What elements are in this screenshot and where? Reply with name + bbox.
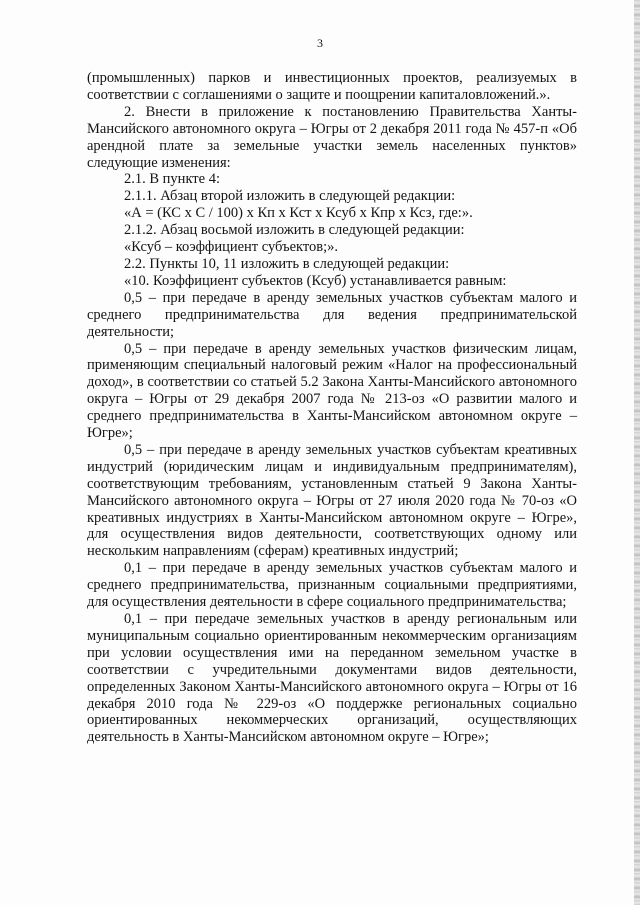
paragraph-6: 2.1.2. Абзац восьмой изложить в следующей редакции: — [124, 222, 465, 239]
paragraph-1: (промышленных) парков и инвестиционных проектов, реализуемых в соответствии с соглашениями о защите и поощрении капиталовложений.». — [87, 70, 577, 103]
document-body — [87, 70, 577, 746]
page-number: 3 — [317, 36, 323, 50]
paragraph-9: «10. Коэффициент субъектов (Ксуб) устанавливается равным: — [124, 272, 507, 289]
paragraph-12: 0,5 – при передаче в аренду земельных участков субъектам креативных индустрий (юридическим лицам и индивидуальным предпринимателям), соответствующим требованиям, установленным статьей 9 Закона Ханты-Мансийского автономного округа – Югры от 27 июля 2020 года № 70-оз «О креативных индустриях в Ханты-Мансийском автономном округе – Югре», для осуществления видов деятельности, соответствующих одному или нескольким направлениям (сферам) креативных индустрий; — [87, 441, 577, 560]
paragraph-3: 2.1. В пункте 4: — [124, 171, 220, 188]
paragraph-4: 2.1.1. Абзац второй изложить в следующей редакции: — [124, 188, 456, 205]
paragraph-14: 0,1 – при передаче земельных участков в аренду региональным или муниципальным социально ориентированным некоммерческим организациям при условии осуществления ими на переданном земельном участке в соответствии с учредительными документами видов деятельности, определенных Законом Ханты-Мансийского автономного округа – Югры от 16 декабря 2010 года № 229-оз «О поддержке региональных социально ориентированных некоммерческих организаций, осуществляющих деятельность в Ханты-Мансийском автономном округе – Югре»; — [87, 611, 577, 746]
scan-edge-artifact — [634, 0, 640, 905]
paragraph-13: 0,1 – при передаче в аренду земельных участков субъектам малого и среднего предпринимательства, признанным социальными предприятиями, для осуществления деятельности в сфере социального предпринимательства; — [87, 560, 577, 611]
paragraph-7: «Ксуб – коэффициент субъектов;». — [124, 239, 339, 256]
paragraph-2: 2. Внести в приложение к постановлению Правительства Ханты-Мансийского автономного округа – Югры от 2 декабря 2011 года № 457-п «Об арендной плате за земельные участки земель населенных пунктов» следующие изменения: — [87, 103, 577, 171]
paragraph-8: 2.2. Пункты 10, 11 изложить в следующей редакции: — [124, 255, 450, 272]
paragraph-5-formula: «А = (КС x С / 100) x Кп x Кст x Ксуб x Кпр x Ксз, где:». — [124, 205, 473, 222]
paragraph-11: 0,5 – при передаче в аренду земельных участков физическим лицам, применяющим специальный налоговый режим «Налог на профессиональный доход», в соответствии со статьей 5.2 Закона Ханты-Мансийского автономного округа – Югры от 29 декабря 2007 года № 213-оз «О развитии малого и среднего предпринимательства в Ханты-Мансийском автономном округе – Югре»; — [87, 340, 577, 442]
paragraph-10: 0,5 – при передаче в аренду земельных участков субъектам малого и среднего предпринимательства для ведения предпринимательской деятельности; — [87, 289, 577, 340]
